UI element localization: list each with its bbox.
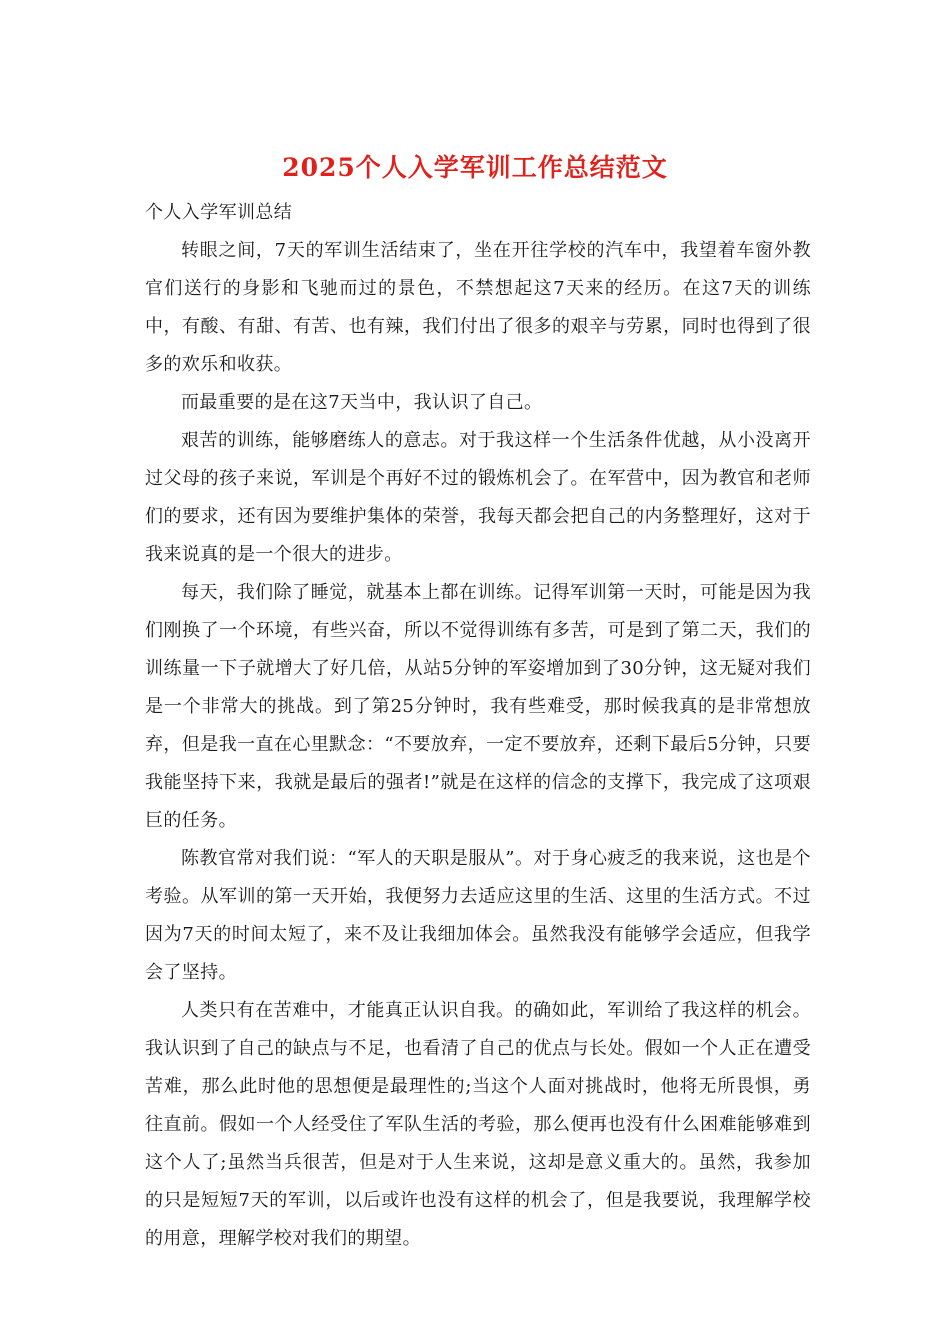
paragraph: 人类只有在苦难中，才能真正认识自我。的确如此，军训给了我这样的机会。我认识到了自己的缺点与不足，也看清了自己的优点与长处。假如一个人正在遭受苦难，那么此时他的思想便是最理性的;当这个人面对挑战时，他将无所畏惧，勇往直前。假如一个人经受住了军队生活的考验，那么便再也没有什么困难能够难到这个人了;虽然当兵很苦，但是对于人生来说，这却是意义重大的。虽然，我参加的只是短短7天的军训，以后或许也没有这样的机会了，但是我要说，我理解学校的用意，理解学校对我们的期望。 [145,1000,811,1249]
document-body [145,194,811,1258]
paragraph: 转眼之间，7天的军训生活结束了，坐在开往学校的汽车中，我望着车窗外教官们送行的身影和飞驰而过的景色，不禁想起这7天来的经历。在这7天的训练中，有酸、有甜、有苦、也有辣，我们付出了很多的艰辛与劳累，同时也得到了很多的欢乐和收获。 [145,240,811,375]
document-title: 2025个人入学军训工作总结范文 [282,153,668,182]
paragraph: 艰苦的训练，能够磨练人的意志。对于我这样一个生活条件优越，从小没离开过父母的孩子来说，军训是个再好不过的锻炼机会了。在军营中，因为教官和老师们的要求，还有因为要维护集体的荣誉，我每天都会把自己的内务整理好，这对于我来说真的是一个很大的进步。 [145,430,811,565]
paragraph: 陈教官常对我们说：“军人的天职是服从”。对于身心疲乏的我来说，这也是个考验。从军训的第一天开始，我便努力去适应这里的生活、这里的生活方式。不过因为7天的时间太短了，来不及让我细加体会。虽然我没有能够学会适应，但我学会了坚持。 [145,848,811,983]
document-subtitle: 个人入学军训总结 [145,202,293,223]
paragraph: 而最重要的是在这7天当中，我认识了自己。 [181,392,543,413]
paragraph: 每天，我们除了睡觉，就基本上都在训练。记得军训第一天时，可能是因为我们刚换了一个环境，有些兴奋，所以不觉得训练有多苦，可是到了第二天，我们的训练量一下子就增大了好几倍，从站5分钟的军姿增加到了30分钟，这无疑对我们是一个非常大的挑战。到了第25分钟时，我有些难受，那时候我真的是非常想放弃，但是我一直在心里默念：“不要放弃，一定不要放弃，还剩下最后5分钟，只要我能坚持下来，我就是最后的强者!”就是在这样的信念的支撑下，我完成了这项艰巨的任务。 [145,582,811,831]
